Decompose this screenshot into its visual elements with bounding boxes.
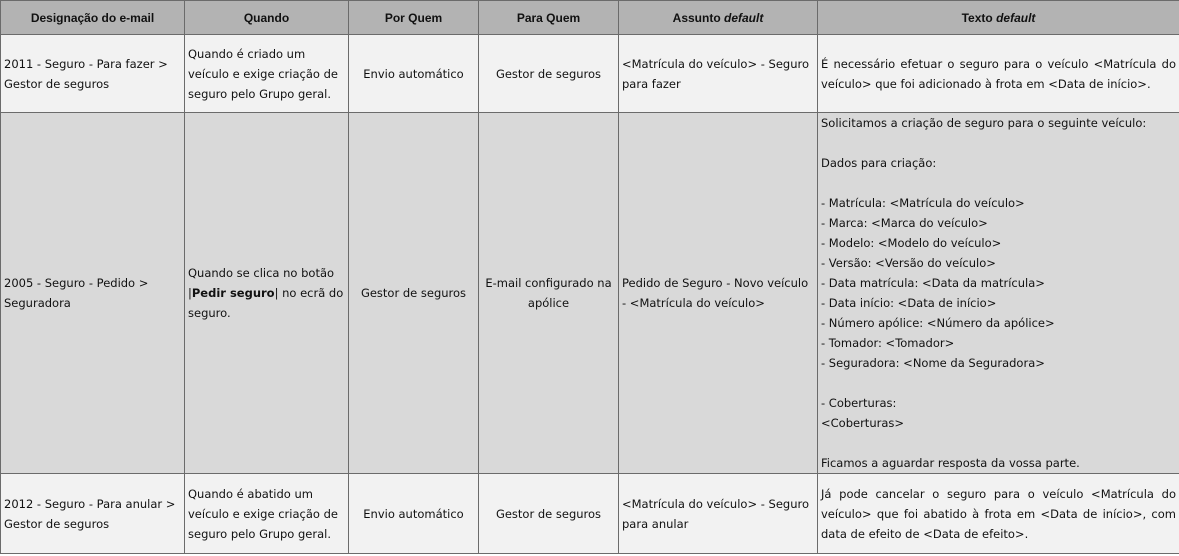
header-row bbox=[1, 1, 1179, 35]
cell-por-quem: Gestor de seguros bbox=[349, 113, 479, 474]
cell-assunto: <Matrícula do veículo> - Seguro para anular bbox=[619, 474, 818, 554]
texto-versao: - Versão: <Versão do veículo> bbox=[821, 256, 996, 270]
cell-designacao: 2012 - Seguro - Para anular > Gestor de seguros bbox=[1, 474, 185, 554]
table-row bbox=[1, 113, 1179, 474]
cell-quando: Quando é criado um veículo e exige criação de seguro pelo Grupo geral. bbox=[185, 35, 349, 113]
cell-designacao: 2011 - Seguro - Para fazer > Gestor de seguros bbox=[1, 35, 185, 113]
header-para-quem: Para Quem bbox=[479, 1, 619, 35]
texto-data-matricula: - Data matrícula: <Data da matrícula> bbox=[821, 276, 1045, 290]
cell-designacao: 2005 - Seguro - Pedido > Seguradora bbox=[1, 113, 185, 474]
texto-matricula: - Matrícula: <Matrícula do veículo> bbox=[821, 196, 1025, 210]
cell-por-quem: Envio automático bbox=[349, 474, 479, 554]
pedir-seguro-button-label: Pedir seguro bbox=[191, 286, 275, 300]
table-row bbox=[1, 35, 1179, 113]
header-por-quem: Por Quem bbox=[349, 1, 479, 35]
header-texto: Texto default bbox=[818, 1, 1179, 35]
texto-seguradora: - Seguradora: <Nome da Seguradora> bbox=[821, 356, 1045, 370]
texto-coberturas-label: - Coberturas: bbox=[821, 396, 897, 410]
cell-quando: Quando é abatido um veículo e exige criação de seguro pelo Grupo geral. bbox=[185, 474, 349, 554]
texto-modelo: - Modelo: <Modelo do veículo> bbox=[821, 236, 1002, 250]
texto-tomador: - Tomador: <Tomador> bbox=[821, 336, 955, 350]
cell-assunto: Pedido de Seguro - Novo veículo - <Matrícula do veículo> bbox=[619, 113, 818, 474]
cell-para-quem: Gestor de seguros bbox=[479, 474, 619, 554]
texto-numero-apolice: - Número apólice: <Número da apólice> bbox=[821, 316, 1055, 330]
header-assunto-default: default bbox=[724, 10, 764, 25]
header-designacao: Designação do e-mail bbox=[1, 1, 185, 35]
texto-intro: Solicitamos a criação de seguro para o seguinte veículo: bbox=[821, 116, 1147, 130]
cell-quando: Quando se clica no botão |Pedir seguro| no ecrã do seguro. bbox=[185, 113, 349, 474]
texto-closing: Ficamos a aguardar resposta da vossa parte. bbox=[821, 456, 1080, 470]
header-texto-default: default bbox=[996, 10, 1036, 25]
cell-texto: É necessário efetuar o seguro para o veículo <Matrícula do veículo> que foi adicionado à frota em <Data de início>. bbox=[818, 35, 1179, 113]
cell-por-quem: Envio automático bbox=[349, 35, 479, 113]
texto-marca: - Marca: <Marca do veículo> bbox=[821, 216, 988, 230]
texto-dados: Dados para criação: bbox=[821, 156, 937, 170]
texto-data-inicio: - Data início: <Data de início> bbox=[821, 296, 997, 310]
table-row bbox=[1, 474, 1179, 554]
cell-assunto: <Matrícula do veículo> - Seguro para fazer bbox=[619, 35, 818, 113]
texto-coberturas-value: <Coberturas> bbox=[821, 416, 905, 430]
cell-texto: Já pode cancelar o seguro para o veículo <Matrícula do veículo> que foi abatido à frota em <Data de início>, com data de efeito de <Data de efeito>. bbox=[818, 474, 1179, 554]
cell-para-quem: Gestor de seguros bbox=[479, 35, 619, 113]
header-assunto: Assunto default bbox=[619, 1, 818, 35]
cell-texto bbox=[818, 113, 1179, 474]
cell-para-quem: E-mail configurado na apólice bbox=[479, 113, 619, 474]
header-quando: Quando bbox=[185, 1, 349, 35]
